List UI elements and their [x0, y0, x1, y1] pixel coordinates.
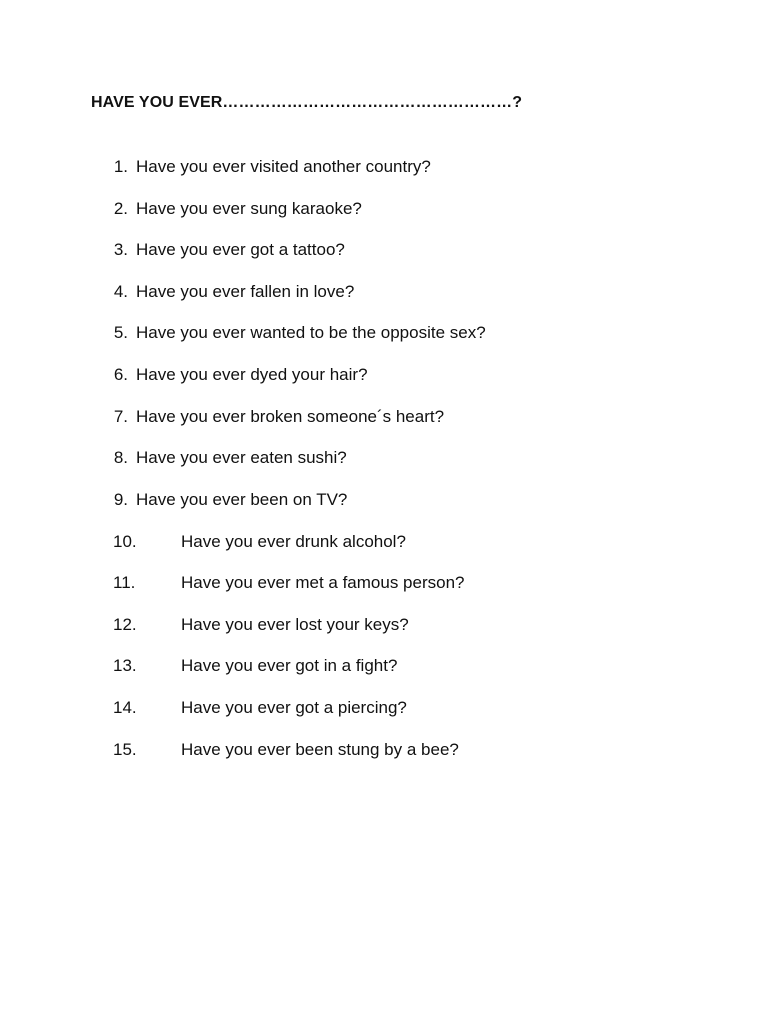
item-number: 14. [113, 698, 137, 717]
item-number: 12. [113, 615, 137, 634]
item-number: 7. [113, 407, 128, 426]
item-number: 4. [113, 282, 128, 301]
item-number: 6. [113, 365, 128, 384]
item-text: Have you ever got in a fight? [181, 656, 398, 675]
item-text: Have you ever eaten sushi? [136, 448, 347, 467]
item-number: 11. [113, 573, 136, 592]
item-text: Have you ever sung karaoke? [136, 199, 362, 218]
item-number: 5. [113, 323, 128, 342]
item-number: 8. [113, 448, 128, 467]
item-number: 10. [113, 532, 137, 551]
item-text: Have you ever got a tattoo? [136, 240, 345, 259]
item-number: 1. [113, 157, 128, 176]
item-text: Have you ever been stung by a bee? [181, 740, 459, 759]
item-text: Have you ever been on TV? [136, 490, 348, 509]
item-number: 9. [113, 490, 128, 509]
item-text: Have you ever wanted to be the opposite sex? [136, 323, 486, 342]
item-text: Have you ever lost your keys? [181, 615, 409, 634]
item-number: 15. [113, 740, 137, 759]
item-text: Have you ever dyed your hair? [136, 365, 368, 384]
item-text: Have you ever got a piercing? [181, 698, 407, 717]
page-title: HAVE YOU EVER………………………………………………? [91, 94, 523, 111]
item-number: 3. [113, 240, 128, 259]
item-text: Have you ever drunk alcohol? [181, 532, 406, 551]
item-number: 13. [113, 656, 137, 675]
item-text: Have you ever met a famous person? [181, 573, 465, 592]
item-text: Have you ever broken someone´s heart? [136, 407, 445, 426]
item-text: Have you ever fallen in love? [136, 282, 355, 301]
item-text: Have you ever visited another country? [136, 157, 431, 176]
item-number: 2. [113, 199, 128, 218]
